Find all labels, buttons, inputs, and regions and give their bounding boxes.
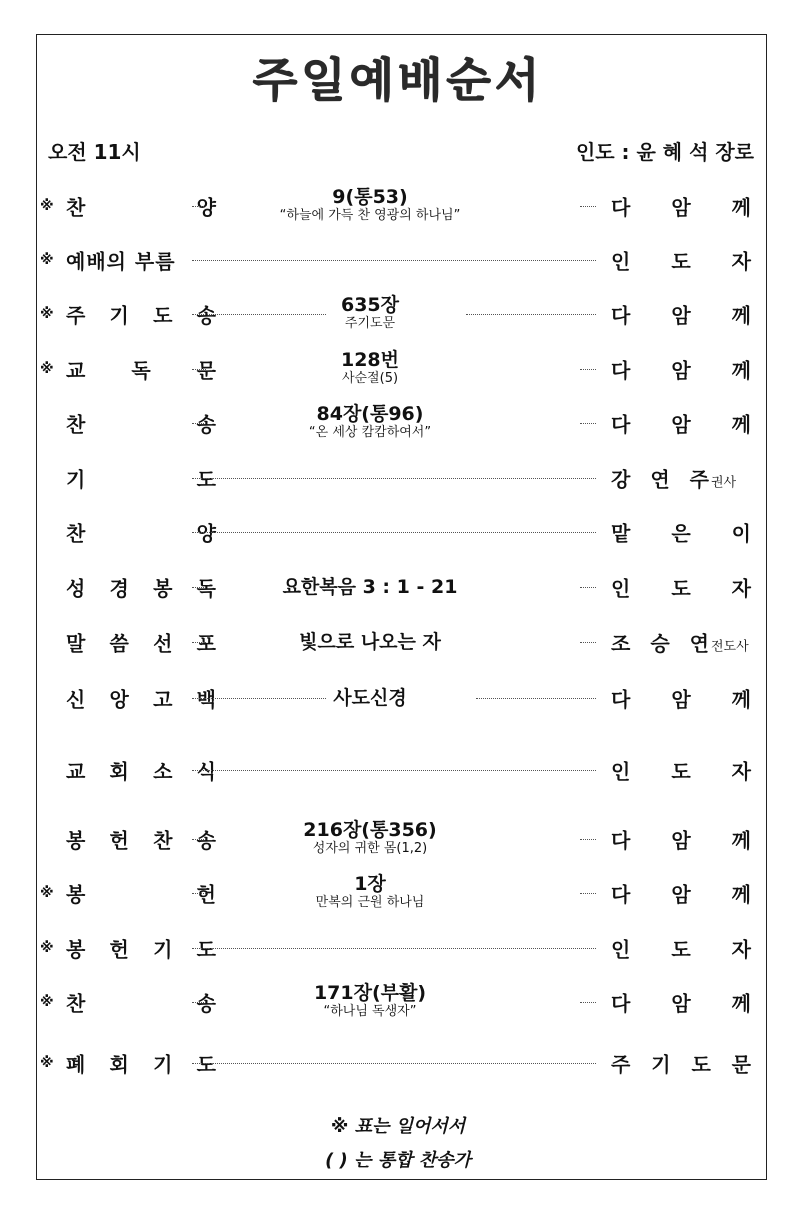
item-content	[333, 687, 406, 709]
item-label-char: 성	[66, 576, 86, 601]
item-label-char: 헌	[109, 937, 129, 962]
dotted-leader	[192, 478, 596, 479]
footer-note-standing: ※ 표는 일어서서	[330, 1116, 466, 1137]
item-label-char: 고	[153, 687, 173, 712]
item-label: 예배의 부름	[66, 249, 176, 274]
item-person-char: 암	[671, 828, 691, 853]
item-label-char: 헌	[196, 882, 216, 907]
order-row	[40, 1041, 754, 1085]
dotted-leader	[192, 423, 206, 424]
item-label-char: 폐	[66, 1052, 86, 1077]
order-row	[40, 980, 754, 1024]
item-label-char: 양	[196, 521, 216, 546]
item-person	[611, 246, 751, 275]
item-main-text: 128번	[340, 349, 400, 371]
item-sub-text: 주기도문	[344, 316, 396, 331]
item-label-char: 신	[66, 687, 86, 712]
item-main-text: 9(통53)	[332, 186, 408, 208]
order-row	[40, 676, 754, 720]
item-label-char: 교	[66, 759, 86, 784]
dotted-leader	[580, 839, 596, 840]
item-person-char: 인	[611, 759, 631, 784]
item-person-char: 다	[611, 687, 631, 712]
standing-mark: ※	[40, 252, 54, 268]
item-person-char: 주	[689, 467, 709, 492]
item-label-char: 앙	[109, 687, 129, 712]
item-person-char: 께	[731, 412, 751, 437]
item-label-char: 선	[153, 631, 173, 656]
item-label-char: 씀	[109, 631, 129, 656]
item-person-char: 인	[611, 937, 631, 962]
item-person	[611, 518, 751, 547]
item-sub-text: 만복의 근원 하나님	[315, 895, 425, 910]
dotted-leader	[192, 770, 596, 771]
item-person-char: 연	[650, 467, 670, 492]
item-label-char: 소	[153, 759, 173, 784]
dotted-leader	[192, 369, 206, 370]
item-person-char: 도	[671, 937, 691, 962]
order-row	[40, 238, 754, 282]
item-label-char: 기	[109, 303, 129, 328]
item-label-char: 경	[109, 576, 129, 601]
item-person-char: 도	[671, 249, 691, 274]
item-content	[309, 403, 431, 441]
item-main-text: 216장(통356)	[303, 819, 437, 841]
footer-note-hymnal: ( ) 는 통합 찬송가	[325, 1150, 471, 1171]
standing-mark: ※	[40, 940, 54, 956]
dotted-leader	[192, 642, 206, 643]
item-person-char: 다	[611, 828, 631, 853]
item-label-char: 찬	[66, 195, 86, 220]
item-person-char: 암	[671, 358, 691, 383]
item-person-char: 도	[671, 576, 691, 601]
item-sub-text: 사순절(5)	[341, 371, 399, 386]
item-sub-text: “하늘에 가득 찬 영광의 하나님”	[279, 208, 461, 223]
order-row	[40, 456, 754, 500]
dotted-leader	[192, 1002, 206, 1003]
item-person-char: 다	[611, 991, 631, 1016]
item-content	[283, 576, 458, 598]
item-sub-text: 성자의 귀한 몸(1,2)	[312, 841, 428, 856]
dotted-leader	[192, 260, 596, 261]
item-person	[611, 192, 751, 221]
item-main-text: 빛으로 나오는 자	[299, 631, 441, 653]
item-person	[611, 355, 751, 384]
item-person-char: 자	[731, 249, 751, 274]
page-title: 주일예배순서	[252, 53, 544, 107]
dotted-leader	[192, 893, 206, 894]
order-row	[40, 347, 754, 391]
item-label-char: 찬	[153, 828, 173, 853]
item-person-char: 암	[671, 882, 691, 907]
item-person-char: 께	[731, 991, 751, 1016]
item-person-char: 맡	[611, 521, 631, 546]
item-person	[611, 1049, 751, 1078]
item-person-char: 께	[731, 687, 751, 712]
dotted-leader	[192, 532, 596, 533]
item-person-char: 암	[671, 991, 691, 1016]
dotted-leader	[192, 1063, 596, 1064]
dotted-leader	[192, 948, 596, 949]
item-label-char: 도	[196, 467, 216, 492]
item-label-char: 회	[109, 1052, 129, 1077]
item-main-text: 635장	[340, 294, 400, 316]
item-person-char: 도	[691, 1052, 711, 1077]
item-person-char: 인	[611, 249, 631, 274]
dotted-leader	[580, 1002, 596, 1003]
item-label-char: 송	[196, 303, 216, 328]
order-row	[40, 926, 754, 970]
item-content	[299, 631, 441, 653]
dotted-leader	[580, 893, 596, 894]
dotted-leader	[466, 314, 596, 315]
item-person-char: 께	[731, 195, 751, 220]
item-label-char: 봉	[66, 937, 86, 962]
item-label-char: 기	[66, 467, 86, 492]
item-main-text: 171장(부활)	[313, 982, 427, 1004]
item-label-char: 봉	[66, 882, 86, 907]
item-label-char: 독	[131, 358, 151, 383]
item-label-char: 회	[109, 759, 129, 784]
item-person-char: 조	[611, 631, 631, 656]
dotted-leader	[580, 423, 596, 424]
item-person	[611, 684, 751, 713]
order-row	[40, 817, 754, 861]
order-row	[40, 184, 754, 228]
standing-mark: ※	[40, 994, 54, 1010]
item-label-char: 백	[196, 687, 216, 712]
item-person-char: 자	[731, 759, 751, 784]
item-person-char: 자	[731, 576, 751, 601]
standing-mark: ※	[40, 1055, 54, 1071]
order-row	[40, 510, 754, 554]
item-label-char: 포	[196, 631, 216, 656]
dotted-leader	[192, 698, 326, 699]
item-person	[611, 464, 751, 493]
item-main-text: 요한복음 3 : 1 - 21	[282, 576, 458, 598]
item-label-char: 독	[196, 576, 216, 601]
item-label-char: 찬	[66, 991, 86, 1016]
item-person-char: 께	[731, 882, 751, 907]
item-label-char: 교	[66, 358, 86, 383]
item-label-char: 양	[196, 195, 216, 220]
item-person-char: 암	[671, 412, 691, 437]
order-row	[40, 401, 754, 445]
item-label-char: 기	[153, 937, 173, 962]
item-sub-text: “하나님 독생자”	[323, 1004, 417, 1019]
item-person-char: 께	[731, 358, 751, 383]
order-row	[40, 565, 754, 609]
order-row	[40, 871, 754, 915]
item-person-char: 다	[611, 195, 631, 220]
order-row	[40, 620, 754, 664]
item-label-char: 찬	[66, 412, 86, 437]
item-person-char: 주	[611, 1052, 631, 1077]
item-person	[611, 756, 751, 785]
item-person-title: 전도사	[710, 639, 749, 655]
service-time: 오전 11시	[48, 140, 141, 164]
item-person-char: 암	[671, 687, 691, 712]
dotted-leader	[580, 642, 596, 643]
item-label-char: 송	[196, 828, 216, 853]
item-person	[611, 573, 751, 602]
item-person	[611, 300, 751, 329]
item-person-char: 이	[731, 521, 751, 546]
service-leader: 인도 : 윤 혜 석 장로	[575, 140, 754, 164]
item-content	[316, 873, 425, 911]
item-person	[611, 825, 751, 854]
dotted-leader	[192, 839, 206, 840]
item-label-char: 말	[66, 631, 86, 656]
item-label-char: 송	[196, 991, 216, 1016]
item-person-char: 암	[671, 195, 691, 220]
order-row	[40, 292, 754, 336]
item-person	[611, 934, 751, 963]
item-label-char: 헌	[109, 828, 129, 853]
item-person-char: 기	[651, 1052, 671, 1077]
item-person-char: 다	[611, 412, 631, 437]
standing-mark: ※	[40, 306, 54, 322]
item-content	[341, 294, 399, 332]
order-row	[40, 748, 754, 792]
item-person	[611, 628, 751, 657]
item-label-char: 주	[66, 303, 86, 328]
item-sub-text: “온 세상 캄캄하여서”	[308, 425, 432, 440]
item-person	[611, 879, 751, 908]
item-person	[611, 409, 751, 438]
item-person-char: 다	[611, 303, 631, 328]
item-person-char: 도	[671, 759, 691, 784]
item-label-char: 송	[196, 412, 216, 437]
item-label-char: 도	[196, 937, 216, 962]
item-person-char: 인	[611, 576, 631, 601]
dotted-leader	[580, 206, 596, 207]
item-person-char: 께	[731, 828, 751, 853]
item-content	[341, 349, 399, 387]
item-person-title: 권사	[710, 475, 737, 491]
item-person-char: 다	[611, 358, 631, 383]
dotted-leader	[192, 206, 206, 207]
standing-mark: ※	[40, 198, 54, 214]
item-main-text: 1장	[354, 873, 386, 895]
item-label-char: 도	[196, 1052, 216, 1077]
item-label-char: 문	[196, 358, 216, 383]
item-label-char: 봉	[66, 828, 86, 853]
item-person-char: 암	[671, 303, 691, 328]
standing-mark: ※	[40, 361, 54, 377]
item-person-char: 문	[731, 1052, 751, 1077]
item-person-char: 자	[731, 937, 751, 962]
item-person-char: 강	[611, 467, 631, 492]
item-content	[280, 186, 461, 224]
item-content	[314, 982, 426, 1020]
item-label-char: 찬	[66, 521, 86, 546]
item-person-char: 다	[611, 882, 631, 907]
dotted-leader	[580, 369, 596, 370]
item-label-char: 봉	[153, 576, 173, 601]
item-person-char: 승	[650, 631, 670, 656]
item-main-text: 84장(통96)	[316, 403, 424, 425]
item-label-char: 식	[196, 759, 216, 784]
dotted-leader	[580, 587, 596, 588]
item-label-char: 도	[153, 303, 173, 328]
item-main-text: 사도신경	[333, 687, 407, 709]
item-person-char: 은	[671, 521, 691, 546]
dotted-leader	[192, 314, 326, 315]
item-person-char: 께	[731, 303, 751, 328]
item-content	[303, 819, 436, 857]
dotted-leader	[476, 698, 596, 699]
standing-mark: ※	[40, 885, 54, 901]
item-person	[611, 988, 751, 1017]
item-person-char: 연	[689, 631, 709, 656]
item-label-char: 기	[153, 1052, 173, 1077]
dotted-leader	[192, 587, 206, 588]
